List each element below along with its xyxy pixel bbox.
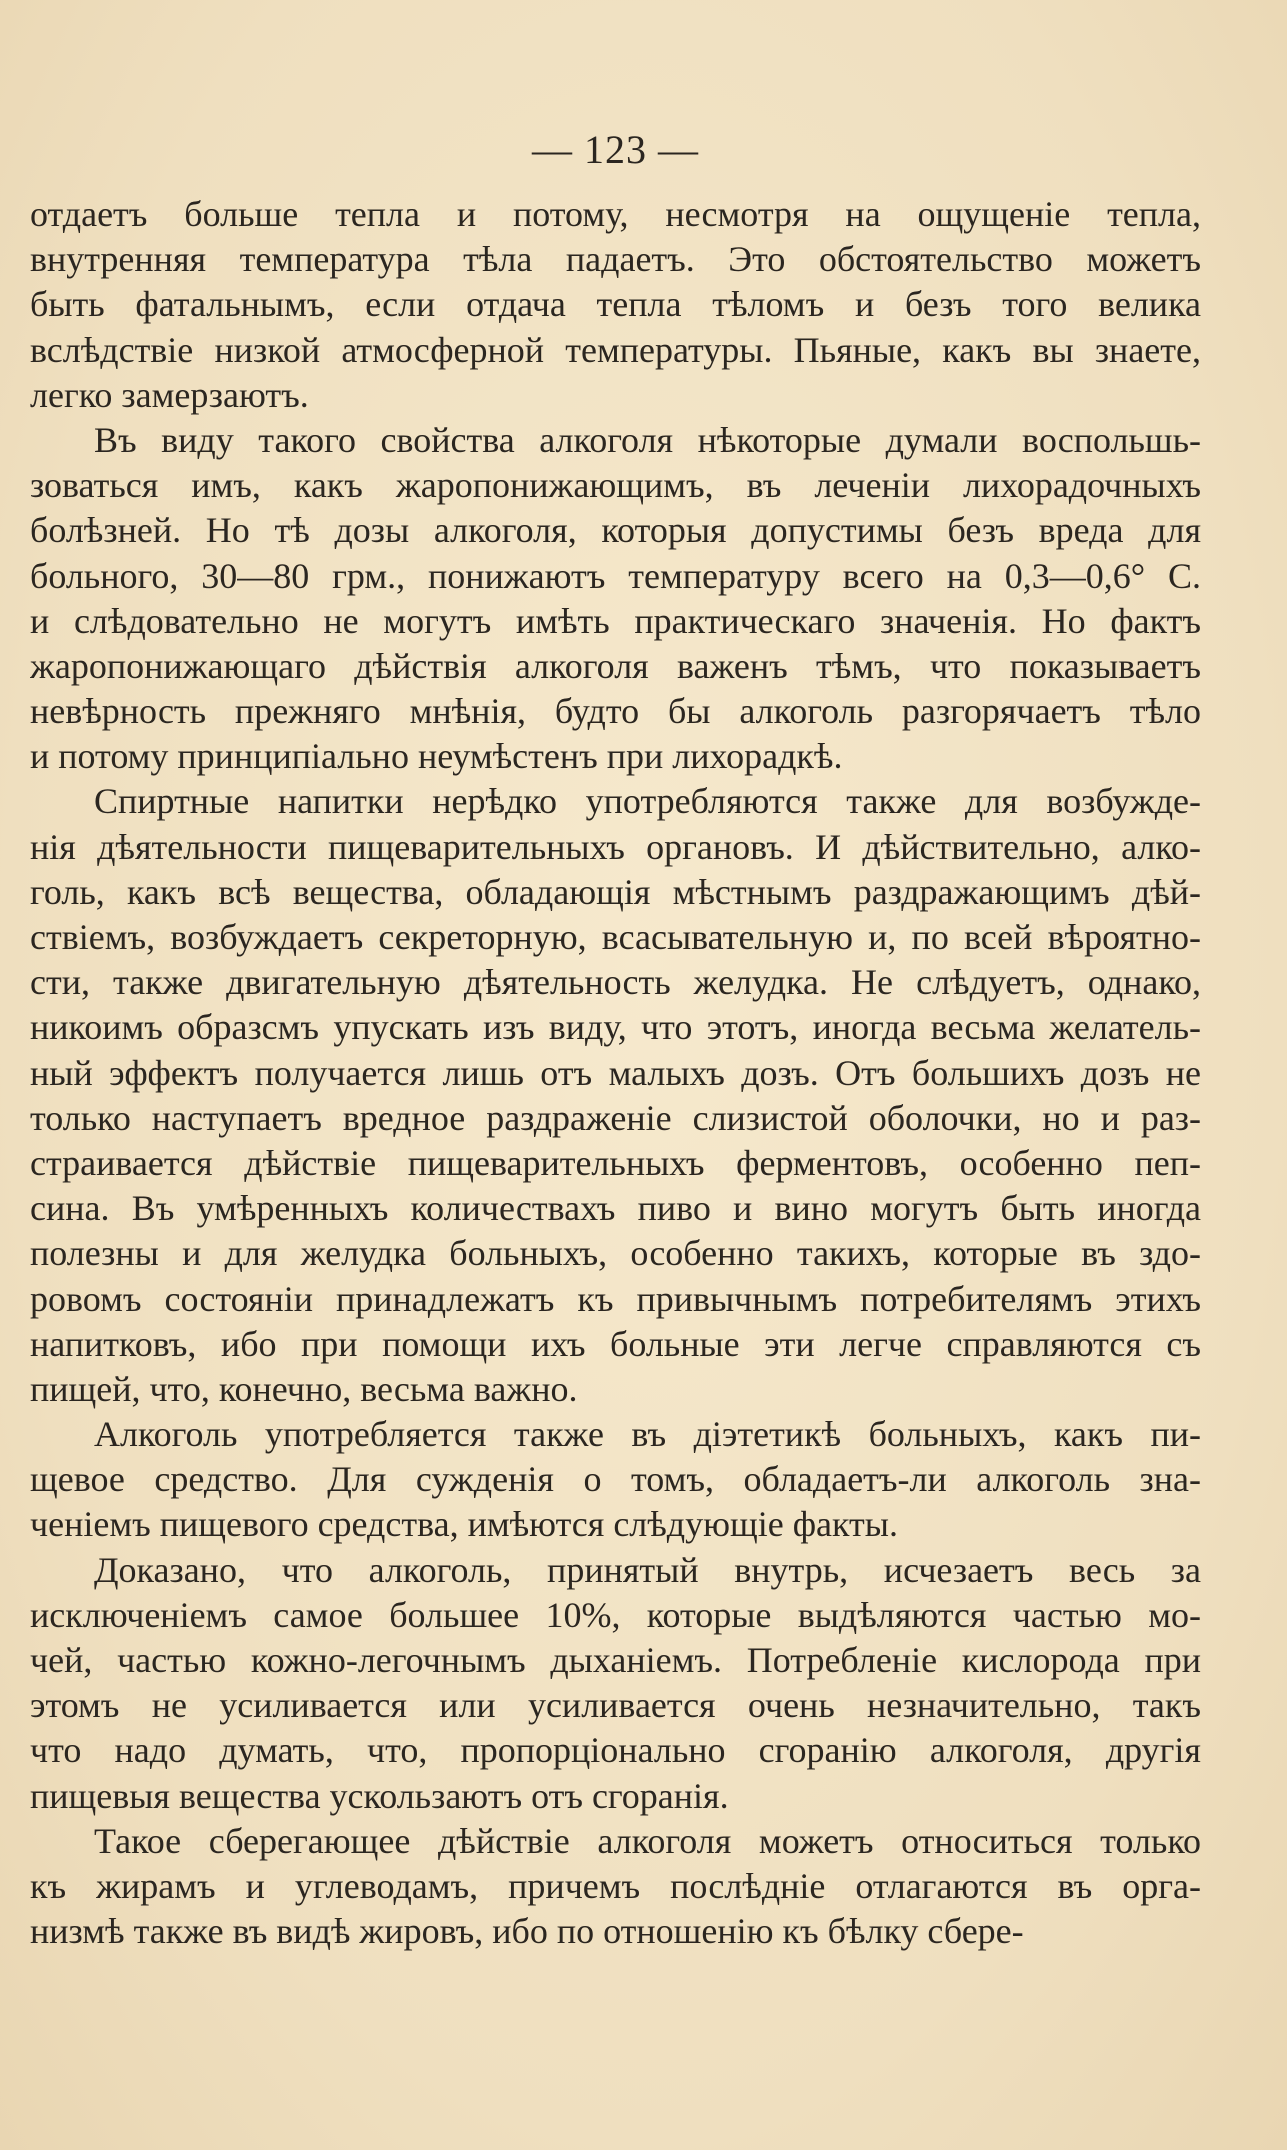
text-line: и потому принципіально неумѣстенъ при лихорадкѣ. [30,736,843,777]
text-line: Алкоголь употребляется также въ діэтетикѣ больныхъ, какъ пи- [94,1414,1201,1455]
text-line: чей, частью кожно-легочнымъ дыханіемъ. Потребленіе кислорода при [30,1640,1201,1680]
text-line: легко замерзаютъ. [30,374,309,415]
text-line: ченіемъ пищевого средства, имѣются слѣдующіе факты. [30,1504,898,1545]
text-line: полезны и для желудка больныхъ, особенно такихъ, которые въ здо- [30,1233,1201,1274]
text-line: къ жирамъ и углеводамъ, причемъ послѣдніе отлагаются въ орга- [30,1865,1201,1906]
text-line: невѣрность прежняго мнѣнія, будто бы алкоголь разгорячаетъ тѣло [30,691,1201,732]
text-line: Спиртные напитки нерѣдко употребляются также для возбужде- [94,781,1201,822]
text-line: ствіемъ, возбуждаетъ секреторную, всасывательную и, по всей вѣроятно- [30,917,1201,957]
text-line: никоимъ образсмъ упускать изъ виду, что этотъ, иногда весьма желатель- [30,1007,1201,1048]
text-line: жаропонижающаго дѣйствія алкоголя важенъ тѣмъ, что показываетъ [30,645,1201,686]
paragraph [30,1819,1201,1955]
text-line: низмѣ также въ видѣ жировъ, ибо по отношенію къ бѣлку сбере- [30,1911,1024,1952]
paragraph [30,1412,1201,1548]
text-line: вслѣдствіе низкой атмосферной температуры. Пьяные, какъ вы знаете, [30,329,1201,370]
text-line: пищевыя вещества ускользаютъ отъ сгоранія. [30,1775,729,1816]
text-line: Доказано, что алкоголь, принятый внутрь, исчезаетъ весь за [94,1549,1201,1590]
text-line: только наступаетъ вредное раздраженіе слизистой оболочки, но и раз- [30,1097,1201,1138]
text-line: ный эффектъ получается лишь отъ малыхъ дозъ. Отъ большихъ дозъ не [30,1052,1201,1093]
text-line: исключеніемъ самое большее 10%, которые выдѣляются частью мо- [30,1594,1201,1635]
paragraph [30,418,1201,780]
text-line: голь, какъ всѣ вещества, обладающія мѣстнымъ раздражающимъ дѣй- [30,871,1201,912]
text-line: отдаетъ больше тепла и потому, несмотря на ощущеніе тепла, [30,194,1201,234]
page-number: — 123 — [532,127,699,172]
text-line: зоваться имъ, какъ жаропонижающимъ, въ леченіи лихорадочныхъ [30,465,1201,506]
text-line: страивается дѣйствіе пищеварительныхъ ферментовъ, особенно пеп- [30,1142,1201,1183]
text-line: и слѣдовательно не могутъ имѣть практическаго значенія. Но фактъ [30,600,1201,641]
paragraph [30,192,1201,418]
text-line: ровомъ состояніи принадлежатъ къ привычнымъ потребителямъ этихъ [30,1278,1201,1319]
paragraph [30,1548,1201,1819]
text-line: Такое сберегающее дѣйствіе алкоголя можетъ относиться только [94,1820,1201,1861]
text-line: болѣзней. Но тѣ дозы алкоголя, которыя допустимы безъ вреда для [30,510,1201,551]
text-line: быть фатальнымъ, если отдача тепла тѣломъ и безъ того велика [30,284,1201,325]
text-line: нія дѣятельности пищеварительныхъ органовъ. И дѣйствительно, алко- [30,826,1201,867]
text-line: напитковъ, ибо при помощи ихъ больные эти легче справляются съ [30,1323,1201,1364]
text-line: пищей, что, конечно, весьма важно. [30,1368,578,1409]
text-line: внутренняя температура тѣла падаетъ. Это обстоятельство можетъ [30,239,1201,280]
paragraph [30,779,1201,1412]
text-line: сти, также двигательную дѣятельность желудка. Не слѣдуетъ, однако, [30,962,1201,1003]
text-line: щевое средство. Для сужденія о томъ, обладаетъ-ли алкоголь зна- [30,1459,1201,1500]
text-line: сина. Въ умѣренныхъ количествахъ пиво и вино могутъ быть иногда [30,1188,1201,1229]
text-line: Въ виду такого свойства алкоголя нѣкоторые думали воспольшь- [94,419,1201,460]
text-line: этомъ не усиливается или усиливается очень незначительно, такъ [30,1685,1201,1726]
page-body-text [30,192,1201,1954]
text-line: больного, 30—80 грм., понижаютъ температуру всего на 0,3—0,6° С. [30,555,1201,596]
text-line: что надо думать, что, пропорціонально сгоранію алкоголя, другія [30,1730,1201,1771]
